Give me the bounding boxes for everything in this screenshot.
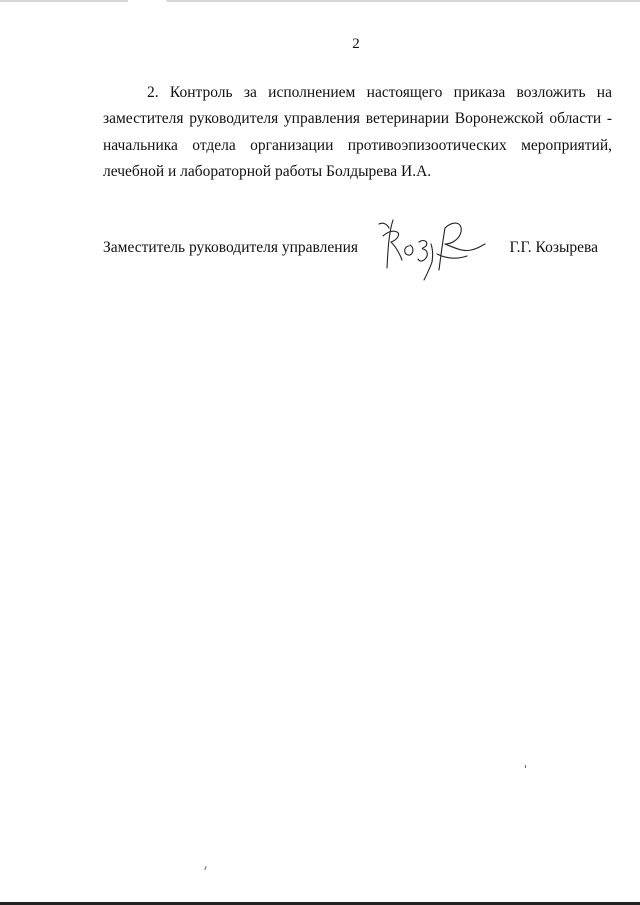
page-number: 2	[352, 36, 360, 52]
paragraph-line: 2. Контроль за исполнением настоящего приказа возложить на	[147, 84, 612, 101]
scan-speck	[204, 866, 207, 870]
signature-block	[103, 232, 612, 272]
paragraph-line: начальника отдела организации противоэпизоотических мероприятий,	[103, 136, 612, 154]
paragraph-control	[103, 80, 612, 185]
signer-name: Г.Г. Козырева	[509, 239, 598, 256]
paragraph-line: заместителя руководителя управления ветеринарии Воронежской области -	[103, 110, 612, 128]
scan-top-edge	[0, 0, 640, 2]
scan-speck	[525, 765, 526, 768]
signer-position: Заместитель руководителя управления	[103, 239, 359, 256]
handwritten-signature	[375, 210, 490, 282]
paragraph-line: лечебной и лабораторной работы Болдырева И.А.	[103, 162, 432, 180]
